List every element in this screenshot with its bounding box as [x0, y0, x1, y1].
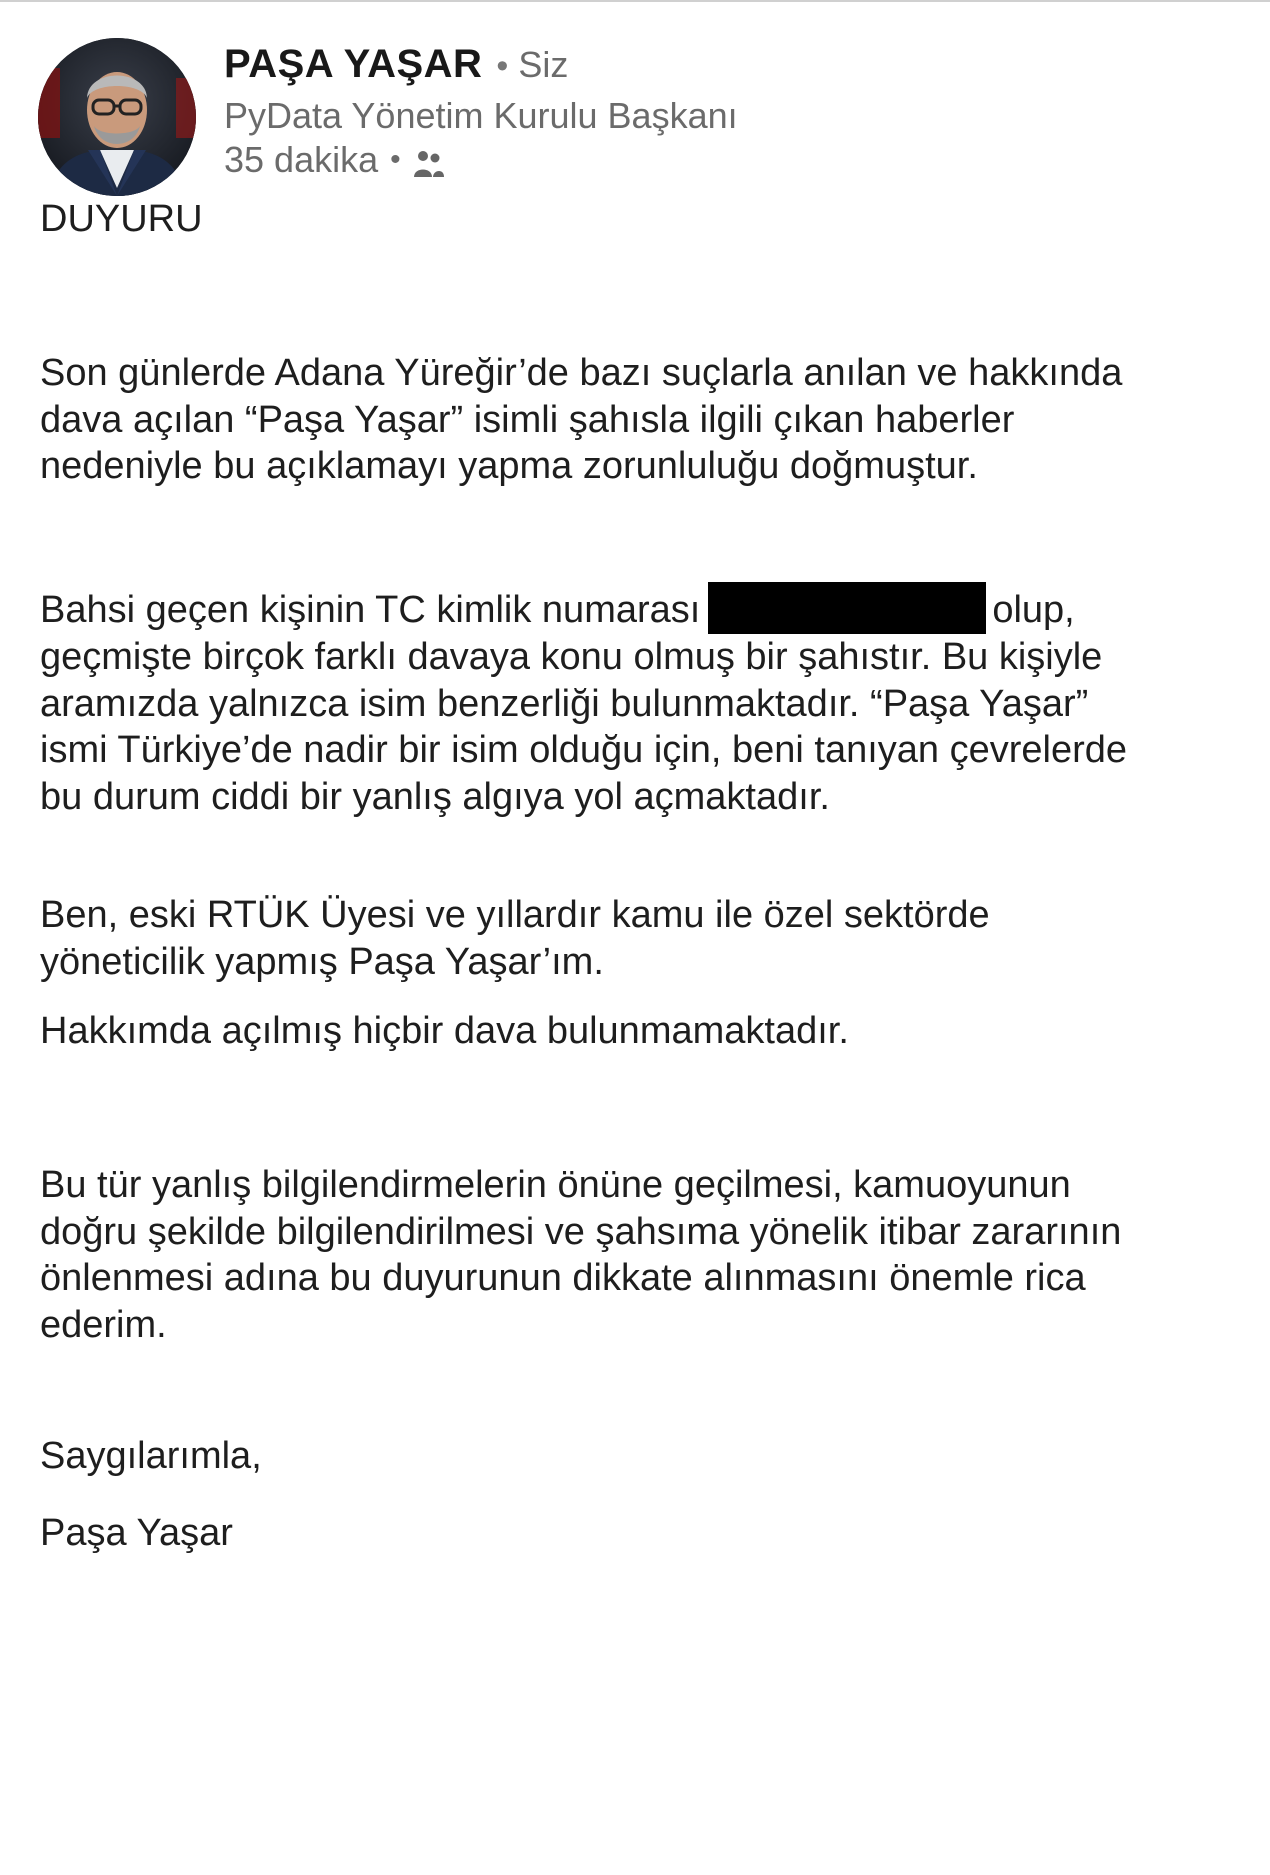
- paragraph-2-line: geçmişte birçok farklı davaya konu olmuş bir şahıstır. Bu kişiyle: [40, 636, 1103, 678]
- post-title: DUYURU: [40, 198, 203, 240]
- paragraph-2: [40, 582, 1240, 820]
- paragraph-3-line: yöneticilik yapmış Paşa Yaşar’ım.: [40, 940, 604, 983]
- paragraph-2-first-line: [40, 582, 1240, 634]
- paragraph-1: [40, 350, 1240, 490]
- paragraph-1-line: Son günlerde Adana Yüreğir’de bazı suçlarla anılan ve hakkında: [40, 352, 1123, 394]
- avatar-photo: [38, 38, 196, 196]
- paragraph-2-line: aramızda yalnızca isim benzerliği bulunmaktadır. “Paşa Yaşar”: [40, 682, 1089, 725]
- author-name[interactable]: PAŞA YAŞAR: [224, 42, 483, 86]
- paragraph-1-line: dava açılan “Paşa Yaşar” isimli şahısla ilgili çıkan haberler: [40, 398, 1015, 441]
- avatar[interactable]: [38, 38, 196, 196]
- paragraph-5-line: doğru şekilde bilgilendirilmesi ve şahsıma yönelik itibar zararının: [40, 1210, 1122, 1253]
- redacted-id-number: [708, 582, 986, 634]
- paragraph-2-line: bu durum ciddi bir yanlış algıya yol açmaktadır.: [40, 775, 830, 818]
- relation-label: Siz: [518, 44, 569, 85]
- post-header: [38, 38, 738, 196]
- name-separator: •: [496, 47, 509, 85]
- paragraph-5-line: ederim.: [40, 1303, 167, 1346]
- closing-line: Saygılarımla,: [40, 1435, 262, 1477]
- post-time: 35 dakika: [224, 139, 379, 180]
- paragraph-3: [40, 892, 1240, 985]
- paragraph-5-line: Bu tür yanlış bilgilendirmelerin önüne geçilmesi, kamuoyunun: [40, 1164, 1071, 1206]
- post-time-row: [224, 138, 738, 182]
- paragraph-3-line: Ben, eski RTÜK Üyesi ve yıllardır kamu ile özel sektörde: [40, 894, 990, 936]
- time-separator: •: [390, 143, 401, 176]
- paragraph-1-line: nedeniyle bu açıklamayı yapma zorunluluğu doğmuştur.: [40, 445, 978, 487]
- author-headline: PyData Yönetim Kurulu Başkanı: [224, 95, 738, 136]
- paragraph-5: [40, 1162, 1240, 1348]
- paragraph-5-line: önlenmesi adına bu duyurunun dikkate alınmasını önemle rica: [40, 1257, 1086, 1299]
- paragraph-2-text: Bahsi geçen kişinin TC kimlik numarası: [40, 589, 701, 631]
- signature: Paşa Yaşar: [40, 1512, 233, 1554]
- top-divider: [0, 0, 1270, 2]
- connections-icon: [413, 145, 445, 175]
- paragraph-4: Hakkımda açılmış hiçbir dava bulunmamaktadır.: [40, 1010, 849, 1052]
- paragraph-2-text: olup,: [992, 589, 1075, 631]
- paragraph-2-line: ismi Türkiye’de nadir bir isim olduğu için, beni tanıyan çevrelerde: [40, 729, 1128, 771]
- author-meta: [224, 42, 738, 182]
- author-name-row: [224, 42, 738, 94]
